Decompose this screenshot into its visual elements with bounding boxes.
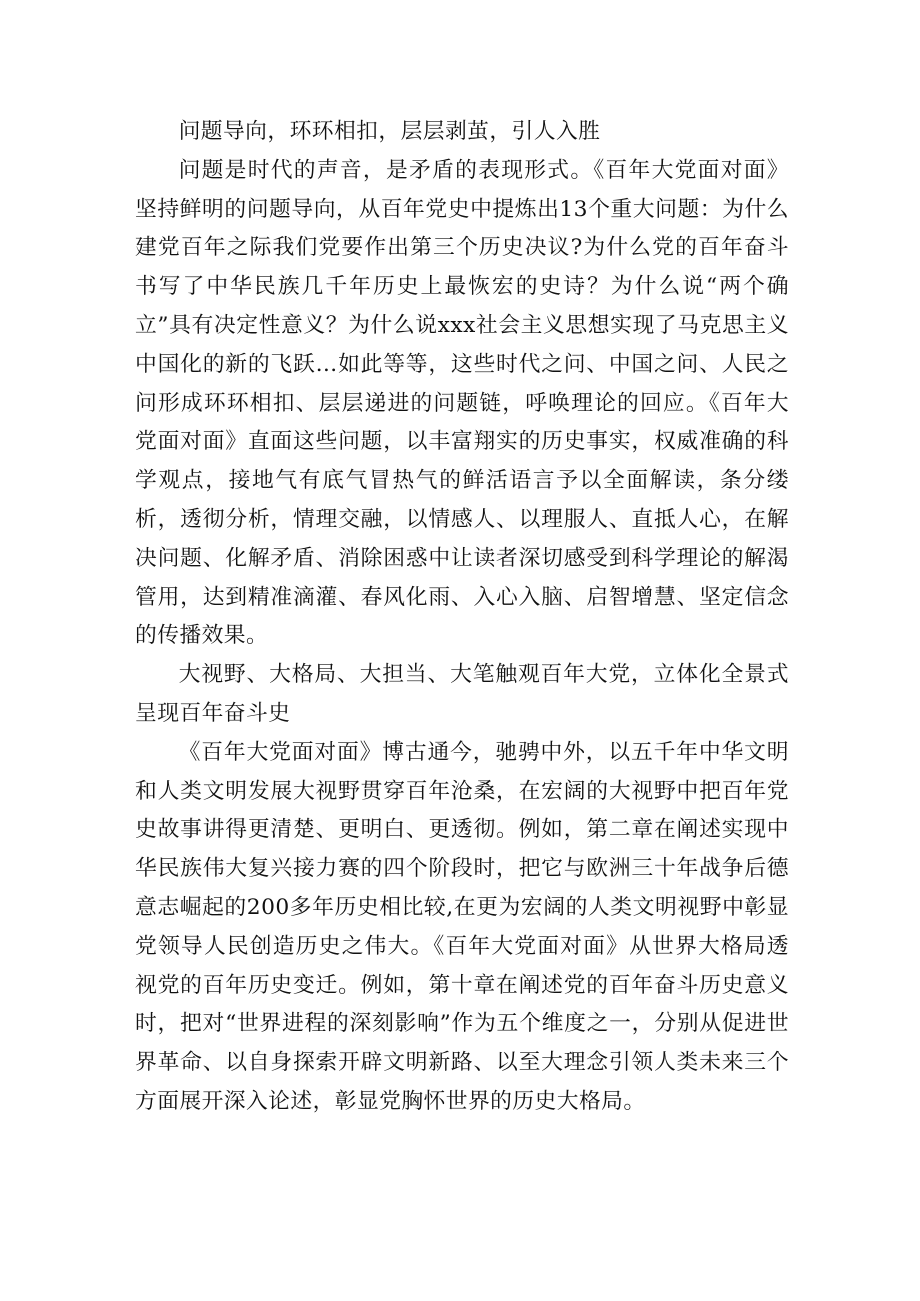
section-heading-problem-oriented: 问题导向，环环相扣，层层剥茧，引人入胜: [178, 119, 601, 144]
section-paragraph-problem-oriented: 问题是时代的声音，是矛盾的表现形式。《百年大党面对面》坚持鲜明的问题导向，从百年党史中提炼出13个重大问题：为什么建党百年之际我们党要作出第三个历史决议?为什么党的百年奋斗书写了中华民族几千年历史上最恢宏的史诗？为什么说“两个确立”具有决定性意义？为什么说xxx社会主义思想实现了马克思主义中国化的新的飞跃…如此等等，这些时代之问、中国之问、人民之问形成环环相扣、层层递进的问题链，呼唤理论的回应。《百年大党面对面》直面这些问题，以丰富翔实的历史事实，权威准确的科学观点，接地气有底气冒热气的鲜活语言予以全面解读，条分缕析，透彻分析，情理交融，以情感人、以理服人、直抵人心，在解决问题、化解矛盾、消除困惑中让读者深切感受到科学理论的解渴管用，达到精准滴灌、春风化雨、入心入脑、启智增慧、坚定信念的传播效果。: [135, 157, 789, 649]
document-page: [135, 113, 789, 1122]
section-heading-big-vision: 大视野、大格局、大担当、大笔触观百年大党，立体化全景式呈现百年奋斗史: [135, 662, 789, 726]
section-paragraph-big-vision: 《百年大党面对面》博古通今，驰骋中外，以五千年中华文明和人类文明发展大视野贯穿百年沧桑，在宏阔的大视野中把百年党史故事讲得更清楚、更明白、更透彻。例如，第二章在阐述实现中华民族伟大复兴接力赛的四个阶段时，把它与欧洲三十年战争后德意志崛起的200多年历史相比较,在更为宏阔的人类文明视野中彰显党领导人民创造历史之伟大。《百年大党面对面》从世界大格局透视党的百年历史变迁。例如，第十章在阐述党的百年奋斗历史意义时，把对“世界进程的深刻影响”作为五个维度之一，分别从促进世界革命、以自身探索开辟文明新路、以至大理念引领人类未来三个方面展开深入论述，彰显党胸怀世界的历史大格局。: [135, 739, 789, 1114]
